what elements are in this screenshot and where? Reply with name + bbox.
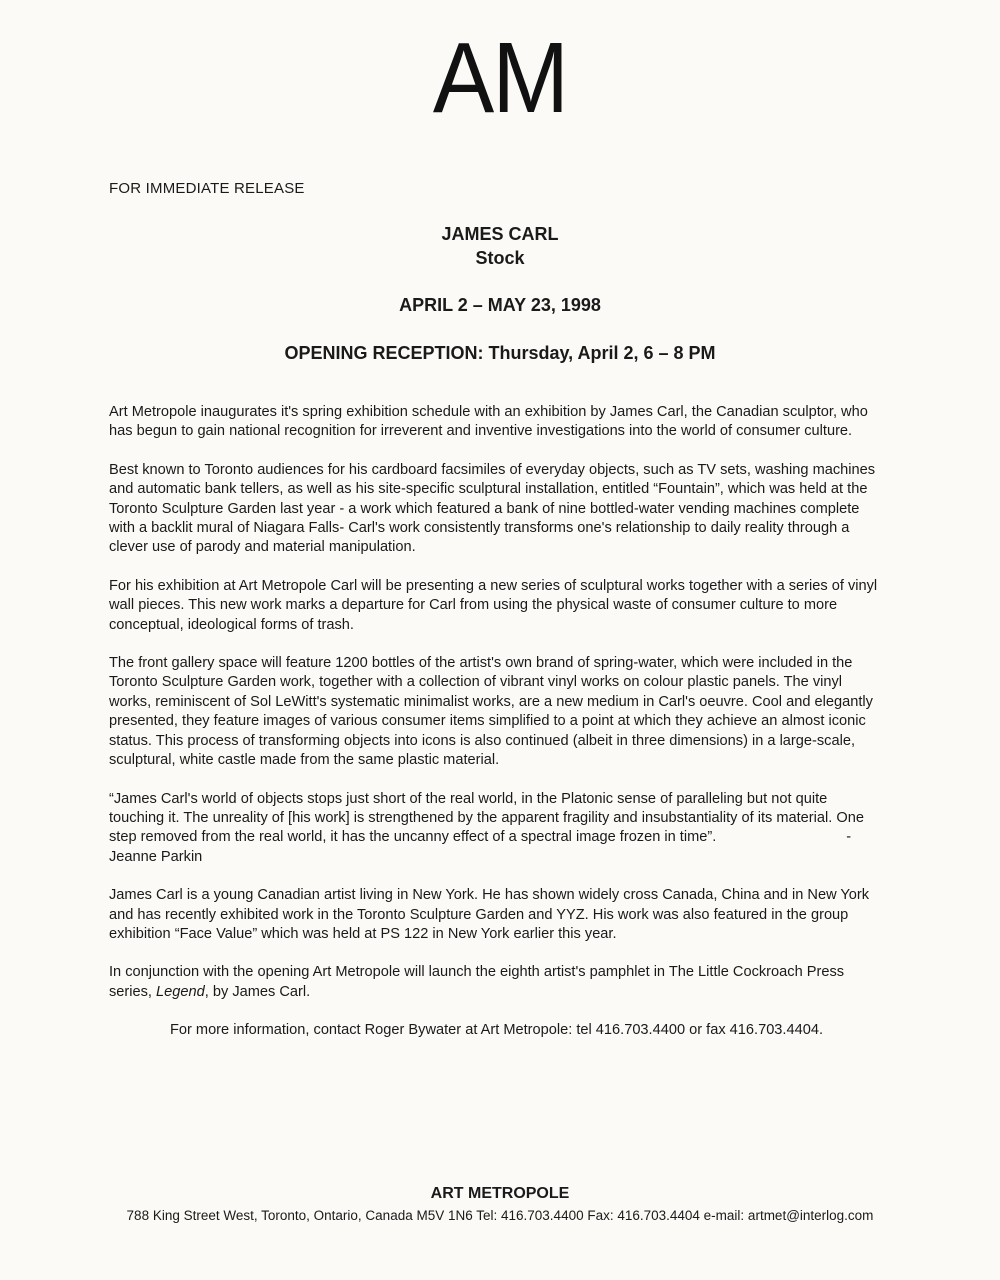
am-logo: AM xyxy=(432,22,568,134)
pamphlet-text: In conjunction with the opening Art Metropole will launch the eighth artist's pamphlet in The Little Cockroach Press series, xyxy=(109,964,845,1000)
pamphlet-text-end: , by James Carl. xyxy=(204,983,311,1000)
quote-paragraph xyxy=(109,790,884,868)
paragraph-background: Best known to Toronto audiences for his cardboard facsimiles of everyday objects, such as TV sets, washing machines and automatic bank tellers, as well as his site-specific sculptural installation, entitled “Fountain”, which was held at the Toronto Sculpture Garden last year - a work which featured a bank of nine bottled-water vending machines complete with a backlit mural of Niagara Falls- Carl's work consistently transforms one's relationship to daily reality through a clever use of parody and material manipulation. xyxy=(109,461,876,556)
paragraph-intro: Art Metropole inaugurates it's spring exhibition schedule with an exhibition by James Carl, the Canadian sculptor, who has begun to gain national recognition for irreverent and inventive investigations into the world of consumer culture. xyxy=(109,404,868,440)
paragraph-exhibition: For his exhibition at Art Metropole Carl will be presenting a new series of sculptural works together with a series of vinyl wall pieces. This new work marks a departure for Carl from using the physical waste of consumer culture to more conceptual, ideological forms of trash. xyxy=(109,577,878,633)
quote-attribution: - Jeanne Parkin xyxy=(109,829,852,865)
quote-text: “James Carl's world of objects stops just short of the real world, in the Platonic sense of paralleling but not quite touching it. The unreality of [his work] is strengthened by the apparent fragility and insubstantiality of its material. One step removed from the real world, it has the uncanny effect of a spectral image frozen in time”. xyxy=(109,790,864,846)
exhibition-dates: APRIL 2 – MAY 23, 1998 xyxy=(399,295,601,315)
paragraph-bio: James Carl is a young Canadian artist living in New York. He has shown widely cross Canada, China and in New York and has recently exhibited work in the Toronto Sculpture Garden and YYZ. His work was also featured in the group exhibition “Face Value” which was held at PS 122 in New York earlier this year. xyxy=(109,887,870,942)
contact-info: For more information, contact Roger Bywater at Art Metropole: tel 416.703.4400 or fax 416.703.4404. xyxy=(169,1022,824,1039)
opening-reception: OPENING RECEPTION: Thursday, April 2, 6 – 8 PM xyxy=(284,343,716,363)
body-text xyxy=(109,403,884,1060)
paragraph-gallery: The front gallery space will feature 1200 bottles of the artist's own brand of spring-water, which were included in the Toronto Sculpture Garden work, together with a collection of vibrant vinyl works on colour plastic panels. The vinyl works, reminiscent of Sol LeWitt's systematic minimalist works, are a new medium in Carl's oeuvre. Cool and elegantly presented, they feature images of various consumer items simplified to a point at which they achieve an almost iconic status. This process of transforming objects into icons is also continued (albeit in three dimensions) in a large-scale, sculptural, white castle made from the same plastic material. xyxy=(109,655,873,769)
release-label: FOR IMMEDIATE RELEASE xyxy=(109,180,305,197)
paragraph-pamphlet xyxy=(109,963,884,1002)
artist-name: JAMES CARL xyxy=(441,224,559,244)
footer-address: 788 King Street West, Toronto, Ontario, Canada M5V 1N6 Tel: 416.703.4400 Fax: 416.703.4404 e-mail: artmet@interlog.com xyxy=(126,1208,874,1223)
pamphlet-title: Legend xyxy=(156,983,205,1000)
exhibition-title: Stock xyxy=(475,248,525,268)
footer-org-name: ART METROPOLE xyxy=(430,1185,570,1202)
